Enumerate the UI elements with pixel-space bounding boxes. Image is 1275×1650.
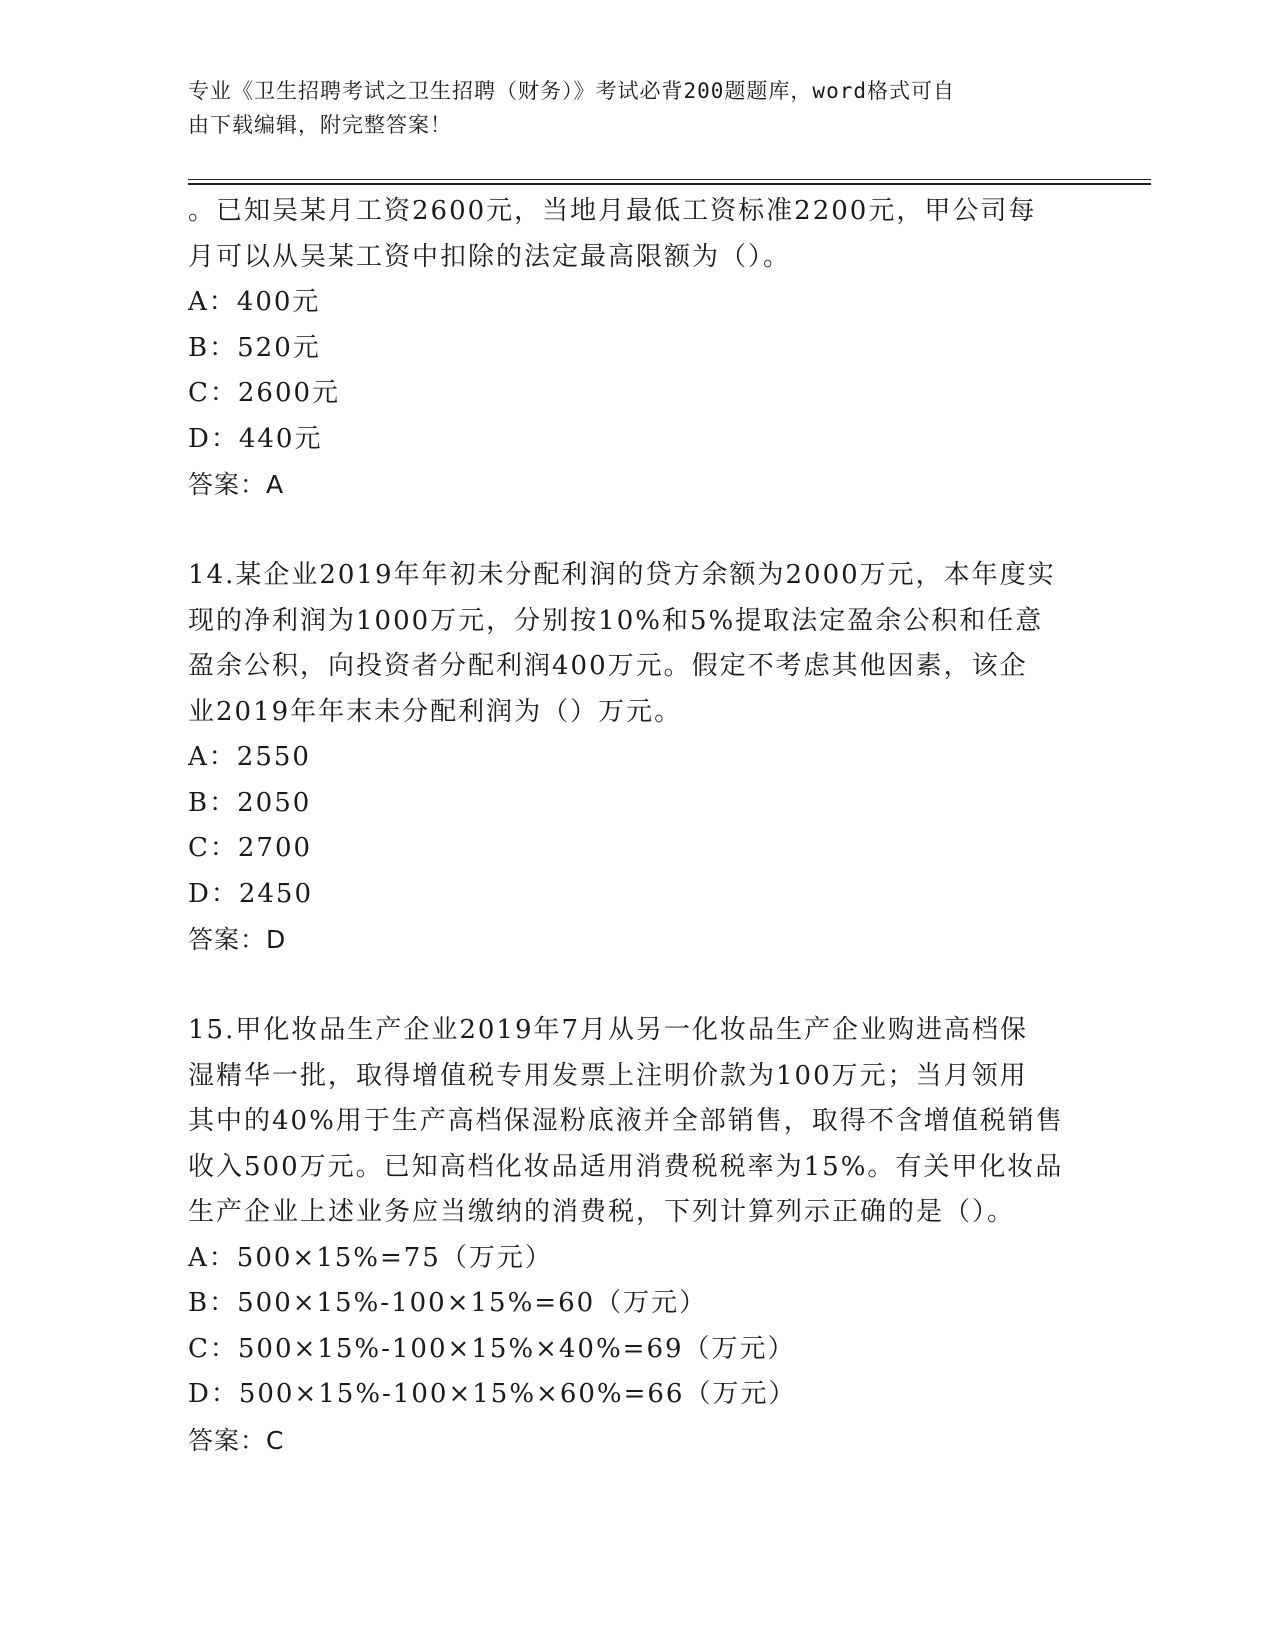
question-stem-line: 月可以从吴某工资中扣除的法定最高限额为（）。 xyxy=(188,241,792,272)
question-15 xyxy=(188,1008,1088,1463)
header-divider-thick xyxy=(188,183,1151,185)
answer-line: 答案：C xyxy=(188,1425,285,1455)
question-stem-line: 15.甲化妆品生产企业2019年7月从另一化妆品生产企业购进高档保 xyxy=(188,1015,1029,1045)
option-d: D：500×15%-100×15%×60%=66（万元） xyxy=(188,1379,797,1409)
question-stem-line: 盈余公积，向投资者分配利润400万元。假定不考虑其他因素，该企 xyxy=(188,651,1028,681)
option-b: B：520元 xyxy=(188,332,321,363)
option-b: B：2050 xyxy=(188,787,312,818)
option-a: A：400元 xyxy=(188,287,321,317)
option-c: C：2700 xyxy=(188,833,313,863)
option-a: A：500×15%=75（万元） xyxy=(188,1242,553,1273)
answer-line: 答案：D xyxy=(188,925,287,954)
option-b: B：500×15%-100×15%=60（万元） xyxy=(188,1288,708,1318)
question-13 xyxy=(188,189,1088,508)
question-stem-line: 。已知吴某月工资2600元，当地月最低工资标准2200元，甲公司每 xyxy=(188,196,1037,226)
header-line-1: 专业《卫生招聘考试之卫生招聘（财务）》考试必背200题题库，word格式可自 xyxy=(188,79,955,103)
header-line-2: 由下载编辑，附完整答案！ xyxy=(188,113,452,137)
option-c: C：2600元 xyxy=(188,378,341,408)
question-stem-line: 14.某企业2019年年初未分配利润的贷方余额为2000万元，本年度实 xyxy=(188,560,1056,590)
question-stem-line: 其中的40%用于生产高档保湿粉底液并全部销售，取得不含增值税销售 xyxy=(188,1106,1064,1136)
option-c: C：500×15%-100×15%×40%=69（万元） xyxy=(188,1333,796,1364)
question-stem-line: 现的净利润为1000万元，分别按10%和5%提取法定盈余公积和任意 xyxy=(188,605,1044,636)
answer-line: 答案：A xyxy=(188,470,285,499)
question-stem-line: 收入500万元。已知高档化妆品适用消费税税率为15%。有关甲化妆品 xyxy=(188,1151,1064,1182)
question-stem-line: 业2019年年末未分配利润为（）万元。 xyxy=(188,696,683,727)
question-14 xyxy=(188,553,1088,963)
question-spacer xyxy=(188,963,1088,1009)
option-d: D：440元 xyxy=(188,423,323,454)
header-divider-thin xyxy=(188,179,1151,180)
question-spacer xyxy=(188,508,1088,554)
question-stem-line: 生产企业上述业务应当缴纳的消费税，下列计算列示正确的是（）。 xyxy=(188,1197,1016,1227)
option-a: A：2550 xyxy=(188,742,311,772)
question-stem-line: 湿精华一批，取得增值税专用发票上注明价款为100万元；当月领用 xyxy=(188,1060,1028,1091)
document-header xyxy=(188,74,1068,142)
question-list xyxy=(188,189,1088,1463)
option-d: D：2450 xyxy=(188,878,314,909)
